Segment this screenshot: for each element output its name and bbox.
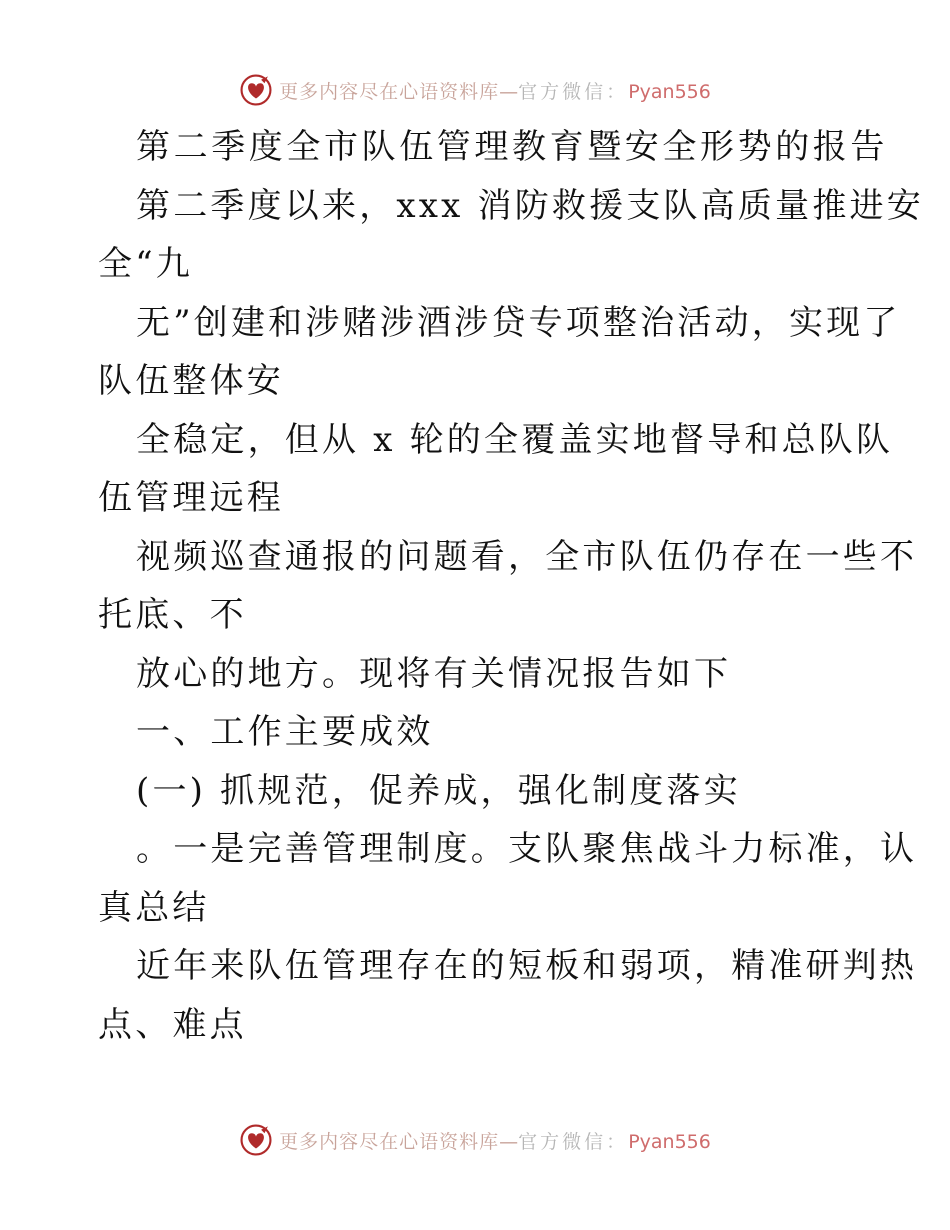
watermark-official-label: 官方微信：: [518, 80, 629, 103]
text-line: 全稳定，但从 x 轮的全覆盖实地督导和总队队: [136, 419, 894, 460]
text-line: 伍管理远程: [98, 478, 284, 518]
text-line: 真总结: [98, 887, 210, 928]
text-line: 近年来队伍管理存在的短板和弱项，精准研判热: [136, 946, 918, 986]
watermark-main-text: 更多内容尽在心语资料库: [279, 80, 500, 103]
text-line: 无”创建和涉赌涉酒涉贷专项整治活动，实现了: [136, 302, 901, 343]
text-line: 全“九: [98, 244, 193, 284]
heart-pen-icon: [239, 73, 273, 107]
watermark-header: [0, 70, 950, 110]
text-line: 第二季度以来，xxx 消防救援支队高质量推进安: [136, 185, 924, 226]
watermark-official-label: 官方微信：: [518, 1130, 629, 1153]
heart-pen-icon: [239, 1123, 273, 1157]
watermark-footer: [0, 1120, 950, 1160]
text-line: 点、难点: [98, 1004, 247, 1045]
text-line: 视频巡查通报的问题看，全市队伍仍存在一些不: [136, 536, 918, 577]
watermark-dash: —: [499, 1130, 519, 1153]
watermark-dash: —: [499, 80, 519, 103]
text-line: 放心的地方。现将有关情况报告如下: [136, 653, 732, 694]
subsection-heading: (一) 抓规范，促养成，强化制度落实: [136, 770, 741, 811]
document-body: [98, 118, 924, 1054]
text-line: 托底、不: [98, 595, 247, 635]
document-title: 第二季度全市队伍管理教育暨安全形势的报告: [136, 127, 888, 167]
watermark-wechat-id: Pyan556: [628, 1130, 711, 1153]
watermark-wechat-id: Pyan556: [628, 80, 711, 103]
text-line: 队伍整体安: [98, 361, 284, 401]
watermark-main-text: 更多内容尽在心语资料库: [279, 1130, 500, 1153]
section-heading: 一、工作主要成效: [136, 712, 434, 752]
text-line: 。一是完善管理制度。支队聚焦战斗力标准，认: [136, 829, 918, 869]
